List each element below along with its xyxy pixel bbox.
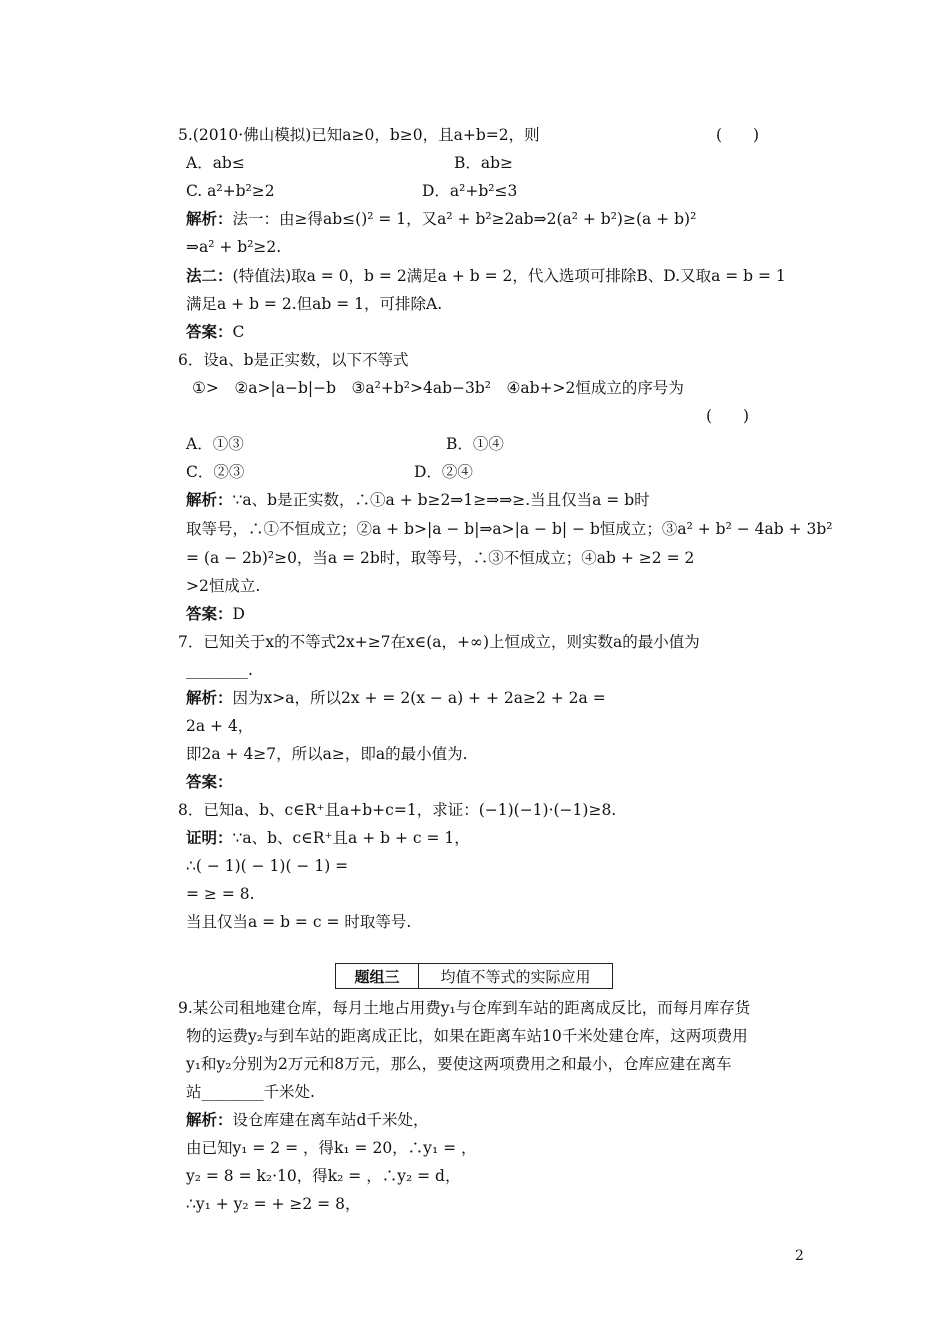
option-item: D．②④	[414, 463, 473, 481]
line-content: ∵a、b、c∈R⁺且a + b + c = 1，	[232, 829, 470, 847]
line-content: (特值法)取a = 0，b = 2满足a + b = 2，代入选项可排除B、D.又取a = b = 1	[232, 267, 786, 285]
line-content: 法一：由≥得ab≤()² = 1，又a² + b²≥2ab⇒2(a² + b²)≥(a + b)²	[232, 210, 697, 228]
text-line: 满足a + b = 2.但ab = 1，可排除A.	[186, 295, 443, 313]
label-prefix: 答案：	[186, 772, 233, 791]
line-content: D	[232, 605, 245, 623]
option-item: ( )	[716, 126, 760, 144]
label-prefix: 解析：	[186, 688, 233, 707]
option-item: D．a²+b²≤3	[422, 182, 518, 200]
text-line: 5.(2010·佛山模拟)已知a≥0，b≥0，且a+b=2，则	[178, 126, 540, 144]
text-line	[186, 322, 244, 342]
label-prefix: 答案：	[186, 604, 233, 623]
text-line: A．①③	[186, 435, 244, 453]
text-line: 物的运费y₂与到车站的距离成正比，如果在距离车站10千米处建仓库，这两项费用	[186, 1027, 748, 1045]
label-prefix: 解析：	[186, 1110, 233, 1129]
label-prefix: 解析：	[186, 490, 233, 509]
text-line: y₂ = 8 = k₂·10，得k₂ = ，∴y₂ = d，	[186, 1167, 461, 1185]
line-content: C	[232, 323, 245, 341]
text-line: 2a + 4，	[186, 717, 254, 735]
text-line: 9.某公司租地建仓库，每月土地占用费y₁与仓库到车站的距离成反比，而每月库存货	[178, 999, 751, 1017]
option-item: B．①④	[446, 435, 504, 453]
text-line	[186, 209, 696, 229]
option-item: ( )	[706, 407, 750, 425]
line-content: ∵a、b是正实数，∴①a + b≥2⇒1≥⇒⇒≥.当且仅当a = b时	[232, 491, 650, 509]
text-line	[186, 688, 606, 708]
option-item: B．ab≥	[454, 154, 514, 172]
text-line: C. a²+b²≥2	[186, 182, 275, 200]
text-line: 站________千米处.	[186, 1083, 315, 1101]
text-line: = ≥ = 8.	[186, 885, 255, 903]
text-line	[186, 772, 233, 792]
text-line	[186, 266, 786, 286]
text-line: 8．已知a、b、c∈R⁺且a+b+c=1，求证：(−1)(−1)·(−1)≥8.	[178, 801, 617, 819]
line-content: 因为x>a，所以2x + = 2(x − a) + + 2a≥2 + 2a =	[232, 689, 606, 707]
text-line: = (a − 2b)²≥0，当a = 2b时，取等号，∴③不恒成立；④ab + ≥2 = 2	[186, 549, 695, 567]
text-line	[186, 490, 650, 510]
text-line: y₁和y₂分别为2万元和8万元，那么，要使这两项费用之和最小，仓库应建在离车	[186, 1055, 732, 1073]
text-line	[186, 828, 470, 848]
text-line: 6．设a、b是正实数，以下不等式	[178, 351, 409, 369]
text-line: >2恒成立.	[186, 577, 261, 595]
text-line	[186, 1110, 428, 1130]
label-prefix: 证明：	[186, 828, 233, 847]
label-prefix: 答案：	[186, 322, 233, 341]
text-line: 当且仅当a = b = c = 时取等号.	[186, 913, 412, 931]
text-line: ∴y₁ + y₂ = + ≥2 = 8，	[186, 1195, 361, 1213]
text-line: ①> ②a>|a−b|−b ③a²+b²>4ab−3b² ④ab+>2恒成立的序号为	[192, 379, 684, 397]
section-header-label: 题组三	[336, 964, 419, 988]
text-line: 即2a + 4≥7，所以a≥，即a的最小值为.	[186, 745, 468, 763]
text-line	[186, 604, 245, 624]
text-line: ∴( − 1)( − 1)( − 1) =	[186, 857, 349, 875]
page-number: 2	[795, 1248, 804, 1264]
text-line: ________.	[186, 661, 253, 679]
label-prefix: 解析：	[186, 209, 233, 228]
label-prefix: 法二：	[186, 266, 233, 285]
line-content: 设仓库建在离车站d千米处，	[232, 1111, 429, 1129]
text-line: A．ab≤	[186, 154, 245, 172]
text-line: 7．已知关于x的不等式2x+≥7在x∈(a，+∞)上恒成立，则实数a的最小值为	[178, 633, 700, 651]
section-header-table	[335, 963, 613, 989]
text-line: 取等号，∴①不恒成立；②a + b>|a − b|⇒a>|a − b| − b恒成立；③a² + b² − 4ab + 3b²	[186, 520, 833, 538]
text-line: 由已知y₁ = 2 = ，得k₁ = 20，∴y₁ = ，	[186, 1139, 477, 1157]
text-line: ⇒a² + b²≥2.	[186, 238, 282, 256]
text-line: C．②③	[186, 463, 245, 481]
section-header-title: 均值不等式的实际应用	[440, 967, 591, 986]
